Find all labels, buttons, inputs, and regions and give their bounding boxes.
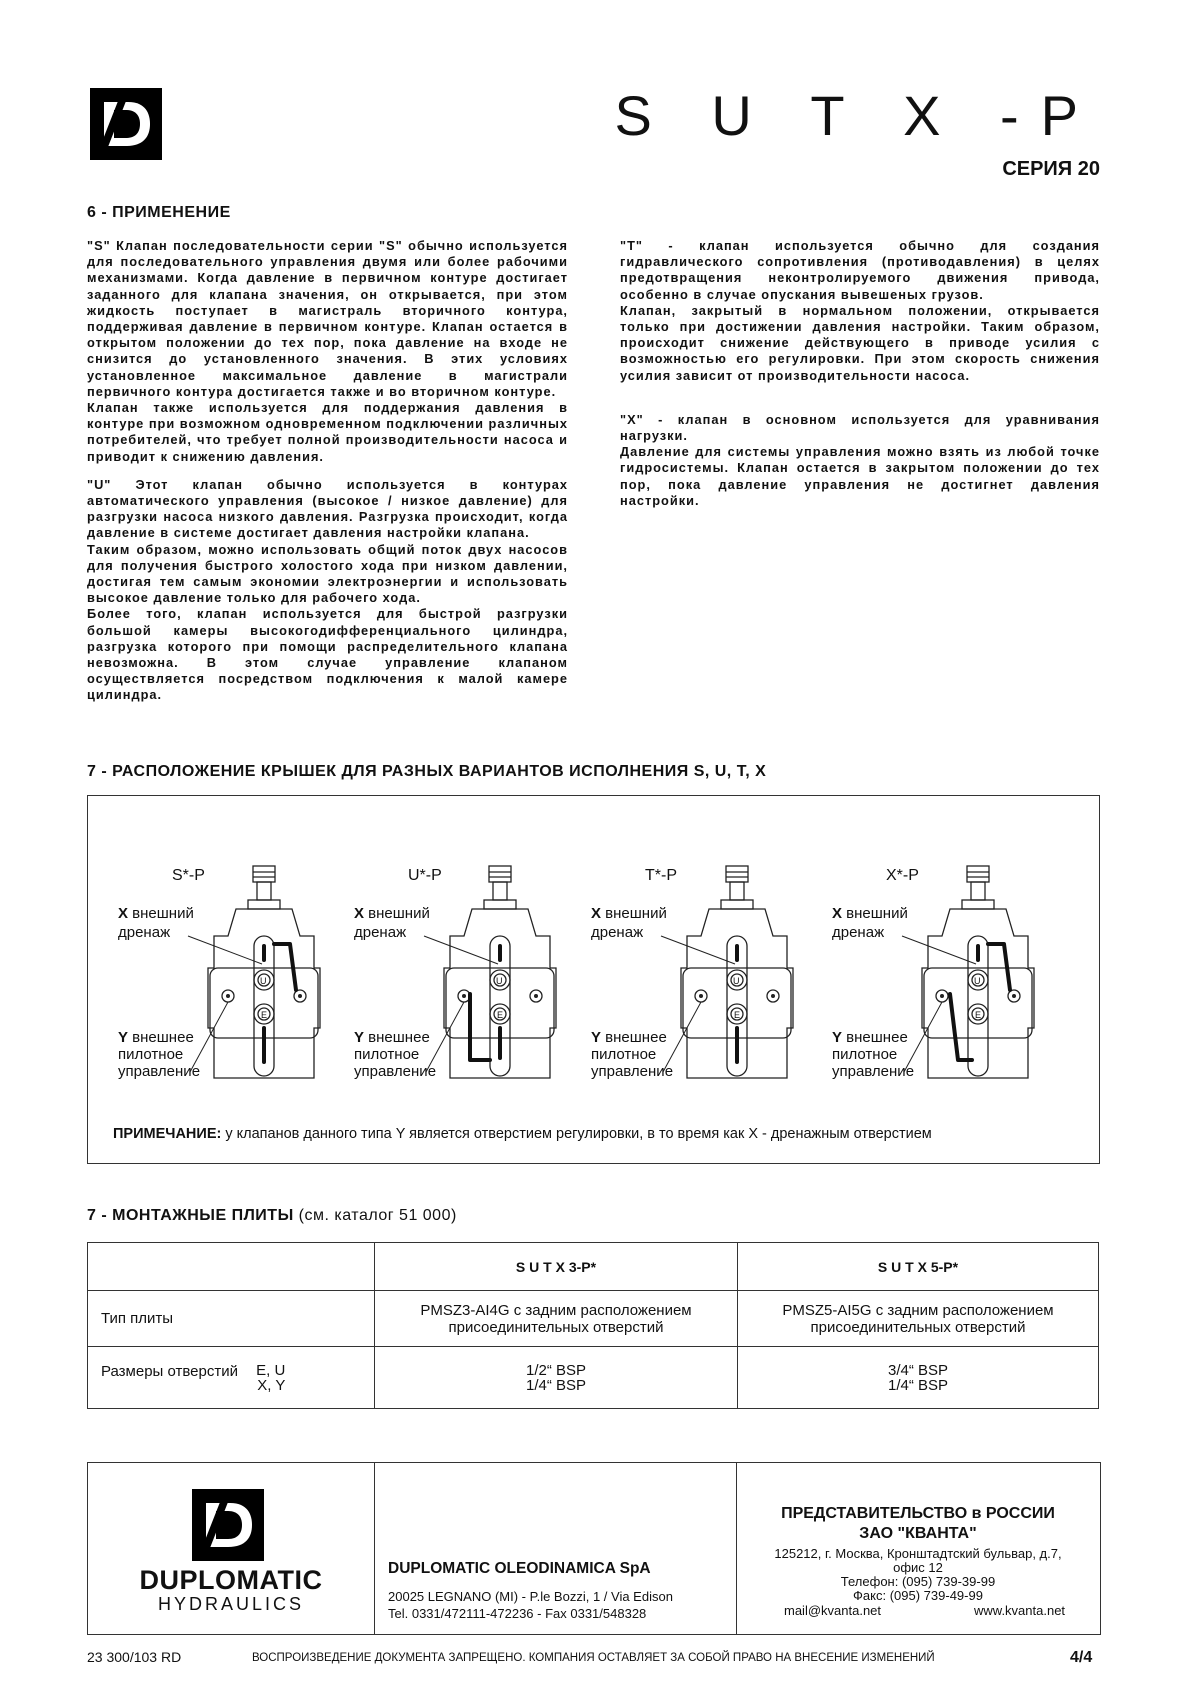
plates-heading-bold: 7 - МОНТАЖНЫЕ ПЛИТЫ (87, 1207, 294, 1224)
fixing-hole-dot (534, 994, 538, 998)
variant-label: X*-P (886, 867, 919, 884)
rep-company: ЗАО "КВАНТА" (859, 1525, 977, 1542)
x-drain-label: X внешний (832, 905, 908, 922)
fixing-hole-dot (462, 994, 466, 998)
port-names-line: E, U (256, 1361, 286, 1379)
adjust-screw-icon (967, 866, 989, 882)
col-header-3p: S U T X 3-P* (375, 1243, 738, 1291)
cell-line: 3/4“ BSP (887, 1361, 949, 1379)
row-label-port-sizes (88, 1347, 375, 1409)
x-drain-label-2: дренаж (591, 924, 644, 941)
y-pilot-label-3: управление (832, 1063, 915, 1080)
rep-fax: Факс: (095) 739-49-99 (853, 1588, 983, 1603)
port-names-line: X, Y (257, 1376, 286, 1394)
product-title: S U T X -P (614, 84, 1100, 147)
pilot-channel (470, 994, 490, 1060)
footer-company-cell (374, 1463, 737, 1634)
company-address: 20025 LEGNANO (MI) - P.le Bozzi, 1 / Via Edison (388, 1589, 673, 1604)
port-sizes-label: Размеры отверстий (101, 1362, 238, 1380)
port-e-label: E (261, 1010, 268, 1020)
series-label: СЕРИЯ 20 (1002, 158, 1100, 180)
cell-sizes-3p (375, 1347, 738, 1409)
duplomatic-logo-icon (90, 88, 162, 160)
footer-brand-cell (88, 1463, 375, 1634)
y-pilot-label-3: управление (354, 1063, 437, 1080)
screw-shaft (257, 882, 271, 900)
adjust-screw-icon (253, 866, 275, 882)
table-header-row (88, 1243, 1099, 1291)
table-row (88, 1347, 1099, 1409)
cell-line: 1/2“ BSP (525, 1361, 587, 1379)
cell-plate-3p (375, 1291, 738, 1347)
port-u-label: U (733, 976, 740, 986)
fixing-hole-dot (226, 994, 230, 998)
fixing-hole-dot (699, 994, 703, 998)
x-drain-label-2: дренаж (832, 924, 885, 941)
screw-shaft (971, 882, 985, 900)
screw-nut (962, 900, 994, 909)
footer-block (87, 1462, 1101, 1635)
leader-line-y (663, 1002, 701, 1072)
col-header-5p: S U T X 5-P* (738, 1243, 1099, 1291)
paragraph-s-continued: Клапан также используется для поддержания давления в контуре при возможном одновременном подключении различных потребителей, что требует полной производительности насоса и приводит к снижению давления. (87, 400, 568, 464)
paragraph-x: "X" - клапан в основном используется для уравнивания нагрузки. (620, 411, 1100, 444)
row-label-plate-type: Тип плиты (88, 1291, 375, 1347)
port-u-label: U (260, 976, 267, 986)
paragraph-t-continued: Клапан, закрытый в нормальном положении, открывается только при достижении давления настройки. Таким образом, происходит снижение действующего в приводе усилия с возможностью его регулировки. При этом скорость снижения усилия зависит от производительности насоса. (620, 302, 1100, 383)
adjust-screw-icon (726, 866, 748, 882)
paragraph-s: "S" Клапан последовательности серии "S" обычно используется для последовательного управления двумя или более рабочими механизмами. Когда давление в первичном контуре достигает заданного для клапана значения, он открывается, при этом жидкость поступает в магистраль вторичного контура, поддерживая давление в первичном контуре. Клапан остается в открытом положении до тех пор, пока давление на входе не снизится до установленного значения. В этих условиях установленное максимальное давление в магистрали первичного контура достигается также и во вторичном контуре. (87, 238, 568, 399)
y-pilot-label: Y внешнее (354, 1029, 430, 1046)
port-names (256, 1363, 285, 1393)
y-pilot-label-2: пилотное (118, 1046, 184, 1063)
screw-nut (484, 900, 516, 909)
disclaimer: ВОСПРОИЗВЕДЕНИЕ ДОКУМЕНТА ЗАПРЕЩЕНО. КОМПАНИЯ ОСТАВЛЯЕТ ЗА СОБОЙ ПРАВО НА ВНЕСЕНИЕ ИЗМЕНЕНИЙ (252, 1652, 935, 1664)
x-drain-label: X внешний (118, 905, 194, 922)
leader-line-x (188, 936, 262, 964)
port-e-label: E (734, 1010, 741, 1020)
y-pilot-label: Y внешнее (832, 1029, 908, 1046)
cell-line: присоединительных отверстий (810, 1318, 1026, 1336)
y-pilot-label-2: пилотное (832, 1046, 898, 1063)
screw-shaft (730, 882, 744, 900)
screw-nut (721, 900, 753, 909)
paragraph-u: "U" Этот клапан обычно используется в контурах автоматического управления (высокое / низкое давление) для разгрузки насоса низкого давления. Разгрузка происходит, когда давление в системе достигает давления настройки клапана. (87, 476, 568, 541)
x-drain-label: X внешний (354, 905, 430, 922)
diagram-note (113, 1126, 932, 1142)
fixing-hole-dot (771, 994, 775, 998)
variant-label: T*-P (645, 867, 677, 884)
port-e-label: E (975, 1010, 982, 1020)
leader-line-x (661, 936, 735, 964)
cell-line: присоединительных отверстий (448, 1318, 664, 1336)
mounting-plates-table (87, 1242, 1099, 1409)
adjust-screw-icon (489, 866, 511, 882)
rep-office: офис 12 (893, 1560, 943, 1575)
variant-label: U*-P (408, 867, 442, 884)
paragraph-x-continued: Давление для системы управления можно взять из любой точке гидросистемы. Клапан остается в закрытом положении до тех пор, пока давление управления не достигнет давления настройки. (620, 444, 1100, 508)
screw-nut (248, 900, 280, 909)
table-row (88, 1291, 1099, 1347)
brand-name: DUPLOMATIC (139, 1565, 323, 1595)
document-code: 23 300/103 RD (87, 1649, 182, 1665)
y-pilot-label-2: пилотное (591, 1046, 657, 1063)
leader-line-x (424, 936, 498, 964)
rep-phone: Телефон: (095) 739-39-99 (840, 1574, 996, 1589)
cell-line: 1/4“ BSP (525, 1376, 587, 1394)
screw-shaft (493, 882, 507, 900)
plates-heading-ref: (см. каталог 51 000) (293, 1207, 457, 1224)
section6-left-column (87, 238, 568, 704)
rep-title: ПРЕДСТАВИТЕЛЬСТВО в РОССИИ (781, 1505, 1055, 1522)
footer-rep-cell (736, 1463, 1100, 1634)
variant-label: S*-P (172, 867, 205, 884)
section6-heading: 6 - ПРИМЕНЕНИЕ (87, 204, 231, 221)
duplomatic-logo-icon (192, 1489, 264, 1561)
port-u-label: U (496, 976, 503, 986)
y-pilot-label-3: управление (118, 1063, 201, 1080)
note-text: у клапанов данного типа Y является отверстием регулировки, в то время как X - дренажным отверстием (221, 1126, 932, 1142)
valve-cover-body (922, 909, 1034, 1078)
port-e-label: E (497, 1010, 504, 1020)
leader-line-x (902, 936, 976, 964)
y-pilot-label: Y внешнее (118, 1029, 194, 1046)
cell-plate-5p (738, 1291, 1099, 1347)
fixing-hole-dot (940, 994, 944, 998)
leader-line-y (426, 1002, 464, 1072)
plates-heading (87, 1207, 457, 1225)
x-drain-label-2: дренаж (354, 924, 407, 941)
section7-heading: 7 - РАСПОЛОЖЕНИЕ КРЫШЕК ДЛЯ РАЗНЫХ ВАРИАНТОВ ИСПОЛНЕНИЯ S, U, T, X (87, 763, 767, 780)
y-pilot-label-3: управление (591, 1063, 674, 1080)
cover-layout-diagram (87, 795, 1100, 1164)
paragraph-u-continued: Таким образом, можно использовать общий поток двух насосов для получения быстрого холостого хода при низком давлении, достигая тем самым экономии электроэнергии и использовать высокое давление только для рабочего хода. (87, 541, 568, 606)
cell-line: PMSZ5-AI5G с задним расположением (782, 1301, 1054, 1319)
leader-line-y (904, 1002, 942, 1072)
rep-address: 125212, г. Москва, Кронштадтский бульвар, д.7, (774, 1546, 1062, 1561)
port-u-label: U (974, 976, 981, 986)
cell-sizes-5p (738, 1347, 1099, 1409)
page-number: 4/4 (1070, 1649, 1093, 1666)
fixing-hole-dot (298, 994, 302, 998)
leader-line-y (190, 1002, 228, 1072)
paragraph-u-extra: Более того, клапан используется для быстрой разгрузки большой камеры высокогодифференциального цилиндра, разгрузка которого при помощи распределительного клапана невозможна. В этом случае управление клапаном осуществляется посредством подключения к малой камере цилиндра. (87, 606, 568, 703)
x-drain-label-2: дренаж (118, 924, 171, 941)
company-name: DUPLOMATIC OLEODINAMICA SpA (388, 1560, 651, 1577)
cell-line: 1/4“ BSP (887, 1376, 949, 1394)
table-corner-cell (88, 1243, 375, 1291)
section6-right-column (620, 238, 1100, 509)
x-drain-label: X внешний (591, 905, 667, 922)
rep-email: mail@kvanta.net (784, 1603, 882, 1618)
fixing-hole-dot (1012, 994, 1016, 998)
cell-line: PMSZ3-AI4G с задним расположением (420, 1301, 692, 1319)
paragraph-t: "T" - клапан используется обычно для создания гидравлического сопротивления (противодавления) в целях предотвращения неконтролируемого движения привода, особенно в случае опускания вывешеных грузов. (620, 238, 1100, 302)
note-label: ПРИМЕЧАНИЕ: (113, 1126, 222, 1142)
y-pilot-label: Y внешнее (591, 1029, 667, 1046)
y-pilot-label-2: пилотное (354, 1046, 420, 1063)
rep-website: www.kvanta.net (974, 1603, 1066, 1618)
company-phone: Tel. 0331/472111-472236 - Fax 0331/548328 (388, 1606, 647, 1621)
valve-diagrams-svg (88, 796, 1099, 1163)
brand-sub: HYDRAULICS (157, 1594, 305, 1614)
pilot-channel (950, 994, 972, 1060)
